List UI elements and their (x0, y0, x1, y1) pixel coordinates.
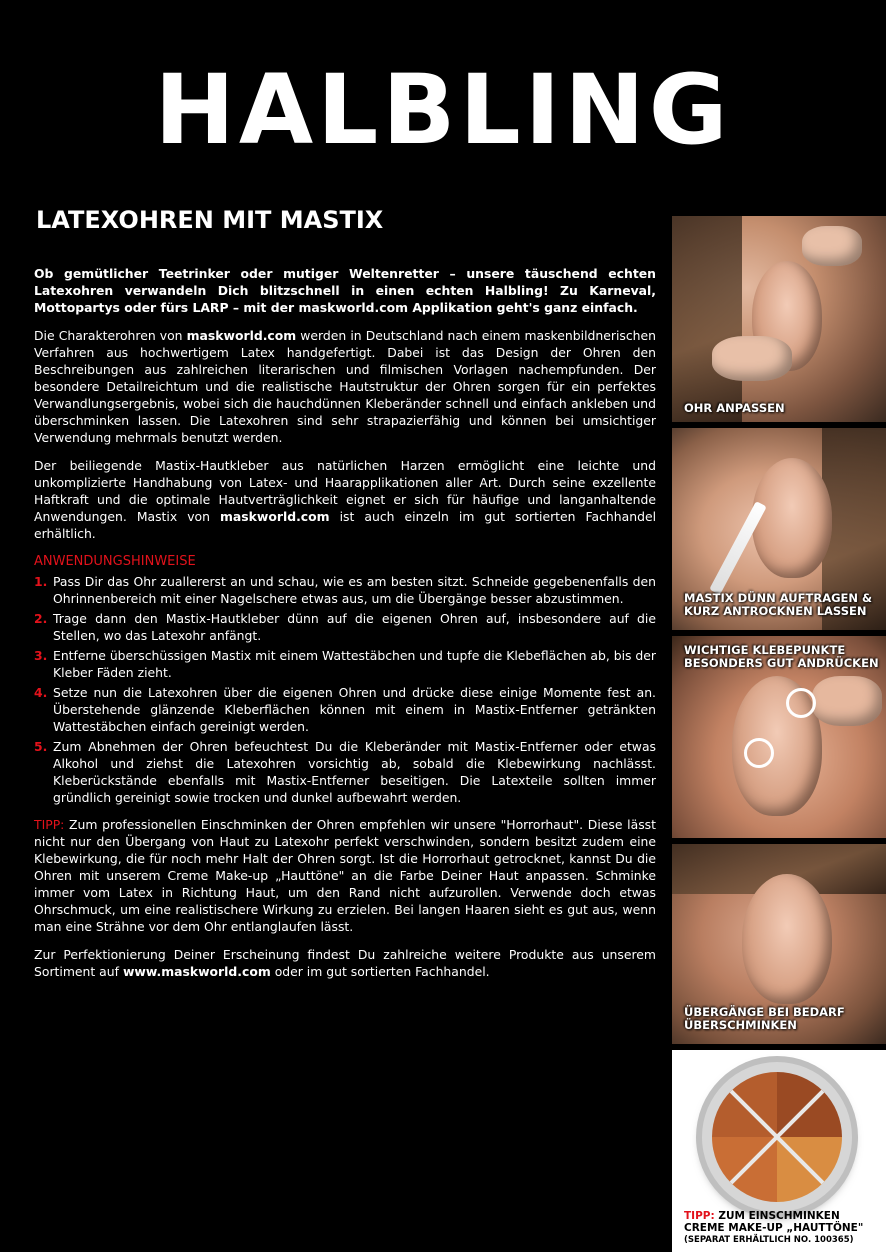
caption-line: WICHTIGE KLEBEPUNKTE (684, 643, 846, 657)
finger-shape (812, 676, 882, 726)
step-text: Setze nun die Latexohren über die eigenen Ohren und drücke diese einige Momente fest an. Überstehende glänzende Kleberflächen können mit einem in Mastix-Entferner getränkten Wattestäbchen einfach gereinigt werden. (53, 685, 656, 734)
brand-name: maskworld.com (220, 509, 330, 524)
finger-shape (802, 226, 862, 266)
instructions-heading: ANWENDUNGSHINWEISE (34, 554, 196, 569)
photo-caption (684, 644, 879, 670)
caption-line: KURZ ANTROCKNEN LASSEN (684, 604, 867, 618)
photo-caption: OHR ANPASSEN (684, 401, 785, 415)
closing-text-a: Zur Perfektionierung Deiner Erscheinung findest Du zahlreiche weitere Produkte aus unserem Sortiment auf (34, 947, 656, 979)
caption-line: MASTIX DÜNN AUFTRAGEN & (684, 591, 873, 605)
ear-shape (752, 458, 832, 578)
instructions-list (34, 573, 656, 806)
step-number: 2. (34, 611, 48, 626)
photo-caption (684, 592, 872, 618)
step-number: 5. (34, 739, 48, 754)
finger-shape (712, 336, 792, 381)
photo-caption (684, 1006, 845, 1032)
instruction-step (34, 573, 656, 607)
step-text: Zum Abnehmen der Ohren befeuchtest Du die Kleberänder mit Mastix-Entferner oder etwas Alkohol und ziehst die Latexohren vorsichtig ab, sobald die Klebewirkung nachlässt. Kleberückstände ebenfalls mit Mastix-Entferner beseitigen. Die Latexteile sollten immer gründlich gereinigt sowie trocken und dunkel aufbewahrt werden. (53, 739, 656, 805)
photo-press-points (672, 636, 886, 838)
photo-makeup-palette (672, 1050, 886, 1252)
instruction-step (34, 738, 656, 806)
instruction-step (34, 684, 656, 735)
hair-shape (672, 216, 742, 422)
page-title: HALBLING (154, 54, 732, 166)
step-text: Pass Dir das Ohr zuallererst an und schau, wie es am besten sitzt. Schneide gegebenenfalls den Ohrinnenbereich mit einer Nagelschere etwas aus, um die Übergänge besser abzustimmen. (53, 574, 656, 606)
caption-line (684, 1210, 863, 1222)
para2-text-a: Der beiliegende Mastix-Hautkleber aus natürlichen Harzen ermöglicht eine leichte und unkomplizierte Handhabung von Latex- und Haarapplikationen aller Art. Durch seine exzellente Haftkraft und die optimale Hautverträglichkeit eignet er sich für häufige und langanhaltende Anwendungen. Mastix von (34, 458, 656, 524)
closing-text-b: oder im gut sortierten Fachhandel. (270, 964, 490, 979)
step-number: 1. (34, 574, 48, 589)
glue-point-marker (786, 688, 816, 718)
tip-text: Zum professionellen Einschminken der Ohren empfehlen wir unsere "Horrorhaut". Diese lässt nicht nur den Übergang von Haut zu Latexohr perfekt verschwinden, sondern besitzt zudem eine Klebewirkung, die für noch mehr Halt der Ohren sorgt. Ist die Horrorhaut getrocknet, kannst Du die Ohren mit unserem Creme Make-up „Hauttöne" an die Farbe Deiner Haut anpassen. Schminke immer vom Latex in Richtung Haut, um den Rand nicht aufzurollen. Verwende doch etwas Ohrschmuck, um eine realistischere Wirkung zu erzielen. Bei langen Haaren sieht es gut aus, wenn man eine Strähne vor dem Ohr entlanglaufen lässt. (34, 817, 656, 934)
page-subtitle: LATEXOHREN MIT MASTIX (36, 206, 384, 234)
para1-text-b: werden in Deutschland nach einem maskenbildnerischen Verfahren aus hochwertigem Latex handgefertigt. Dabei ist das Design der Ohren den Beschreibungen aus zahlreichen literarischen und filmischen Vorlagen nachempfunden. Der besondere Detailreichtum und die realistische Hautstruktur der Ohren sorgen für ein perfektes Verwandlungsergebnis, wobei sich die hauchdünnen Kleberänder schnell und einfach ankleben und überschminken lassen. Die Latexohren sind sehr strapazierfähig und können bei umsichtiger Verwendung mehrmals benutzt werden. (34, 328, 656, 445)
step-number: 3. (34, 648, 48, 663)
para1-text-a: Die Charakterohren von (34, 328, 187, 343)
para2-text-b: ist auch einzeln im gut sortierten Fachhandel erhältlich. (34, 509, 657, 541)
photo-fit-ear (672, 216, 886, 422)
photo-apply-mastix (672, 428, 886, 630)
instruction-step (34, 647, 656, 681)
closing-paragraph (34, 946, 656, 980)
caption-line: BESONDERS GUT ANDRÜCKEN (684, 656, 879, 670)
website-link[interactable]: www.maskworld.com (122, 964, 271, 979)
ear-shape (742, 874, 832, 1004)
paragraph-ears (34, 327, 656, 446)
paragraph-mastix (34, 457, 656, 542)
glue-point-marker (744, 738, 774, 768)
caption-text: ZUM EINSCHMINKEN (714, 1210, 840, 1222)
step-text: Entferne überschüssigen Mastix mit einem Wattestäbchen und tupfe die Klebeflächen ab, bis der Kleber Fäden zieht. (53, 648, 656, 680)
makeup-palette-image (702, 1062, 852, 1212)
tip-label: TIPP: (34, 817, 65, 832)
brand-name: maskworld.com (186, 328, 297, 343)
instruction-step (34, 610, 656, 644)
tip-paragraph (34, 816, 656, 935)
intro-paragraph: Ob gemütlicher Teetrinker oder mutiger Weltenretter – unsere täuschend echten Latexohren verwandeln Dich blitzschnell in einen echten Halbling! Zu Karneval, Mottopartys oder fürs LARP – mit der maskworld.com Applikation geht's ganz einfach. (34, 266, 656, 315)
caption-line: CREME MAKE-UP „HAUTTÖNE" (684, 1222, 864, 1234)
tip-label: TIPP: (684, 1210, 715, 1222)
photo-caption (684, 1210, 863, 1246)
main-content (34, 265, 656, 991)
photo-blend-makeup (672, 844, 886, 1044)
step-number: 4. (34, 685, 48, 700)
caption-line: (SEPARAT ERHÄLTLICH NO. 100365) (684, 1235, 854, 1245)
caption-line: ÜBERGÄNGE BEI BEDARF (684, 1005, 845, 1019)
caption-line: ÜBERSCHMINKEN (684, 1018, 797, 1032)
step-text: Trage dann den Mastix-Hautkleber dünn auf die eigenen Ohren auf, insbesondere auf die Stellen, wo das Latexohr anfängt. (53, 611, 656, 643)
